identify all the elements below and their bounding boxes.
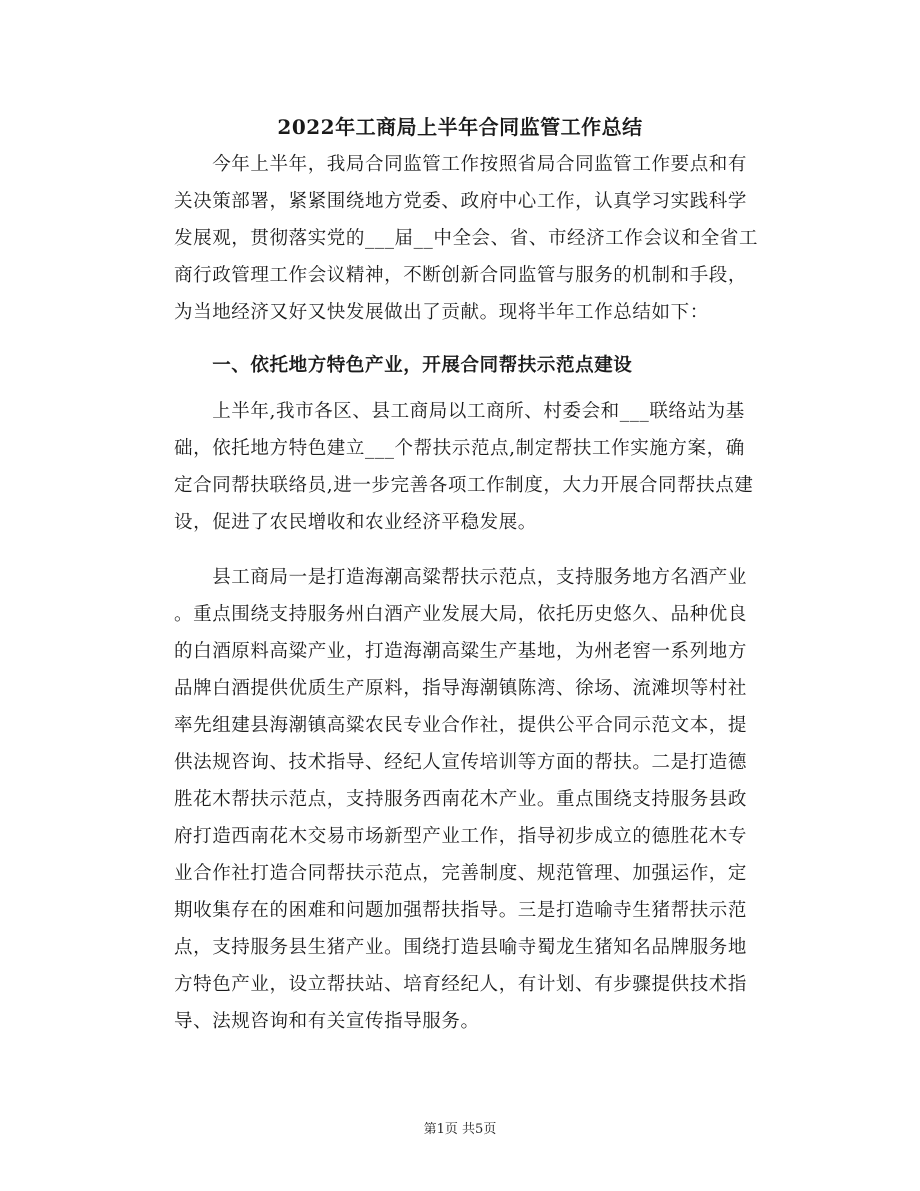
page-number-footer: 第1页 共5页 bbox=[423, 1122, 497, 1137]
text-line: 业合作社打造合同帮扶示范点，完善制度、规范管理、加强运作，定 bbox=[174, 863, 748, 884]
text-line: 导、法规咨询和有关宣传指导服务。 bbox=[174, 1011, 480, 1032]
text-line: 发展观，贯彻落实党的___届__中全会、省、市经济工作会议和全省工 bbox=[174, 228, 759, 249]
intro-paragraph bbox=[174, 146, 768, 331]
text-line: 。重点围绕支持服务州白酒产业发展大局，依托历史悠久、品种优良 bbox=[174, 604, 748, 625]
text-line: 县工商局一是打造海潮高粱帮扶示范点，支持服务地方名酒产业 bbox=[174, 567, 748, 588]
paragraph-1 bbox=[174, 393, 768, 541]
section-heading: 一、依托地方特色产业，开展合同帮扶示范点建设 bbox=[174, 355, 633, 376]
text-line: 今年上半年，我局合同监管工作按照省局合同监管工作要点和有 bbox=[174, 154, 748, 175]
text-line: 方特色产业，设立帮扶站、培育经纪人，有计划、有步骤提供技术指 bbox=[174, 974, 748, 995]
text-line: 础，依托地方特色建立___个帮扶示范点,制定帮扶工作实施方案，确 bbox=[174, 438, 745, 459]
text-line: 率先组建县海潮镇高粱农民专业合作社，提供公平合同示范文本，提 bbox=[174, 715, 748, 736]
text-line: 定合同帮扶联络员,进一步完善各项工作制度，大力开展合同帮扶点建 bbox=[174, 475, 754, 496]
text-line: 胜花木帮扶示范点，支持服务西南花木产业。重点围绕支持服务县政 bbox=[174, 789, 748, 810]
text-line: 点，支持服务县生猪产业。围绕打造县喻寺蜀龙生猪知名品牌服务地 bbox=[174, 937, 748, 958]
text-line: 的白酒原料高粱产业，打造海潮高粱生产基地，为州老窖一系列地方 bbox=[174, 641, 748, 662]
text-line: 商行政管理工作会议精神，不断创新合同监管与服务的机制和手段， bbox=[174, 265, 748, 286]
text-line: 府打造西南花木交易市场新型产业工作，指导初步成立的德胜花木专 bbox=[174, 826, 748, 847]
text-line: 上半年,我市各区、县工商局以工商所、村委会和___联络站为基 bbox=[174, 401, 745, 422]
text-line: 供法规咨询、技术指导、经纪人宣传培训等方面的帮扶。二是打造德 bbox=[174, 752, 748, 773]
text-line: 设，促进了农民增收和农业经济平稳发展。 bbox=[174, 512, 537, 533]
text-line: 品牌白酒提供优质生产原料，指导海潮镇陈湾、徐场、流滩坝等村社 bbox=[174, 678, 748, 699]
paragraph-2 bbox=[174, 559, 768, 1040]
document-title: 2022年工商局上半年合同监管工作总结 bbox=[277, 115, 643, 139]
text-line: 期收集存在的困难和问题加强帮扶指导。三是打造喻寺生猪帮扶示范 bbox=[174, 900, 748, 921]
text-line: 关决策部署，紧紧围绕地方党委、政府中心工作，认真学习实践科学 bbox=[174, 191, 748, 212]
text-line: 为当地经济又好又快发展做出了贡献。现将半年工作总结如下： bbox=[174, 302, 709, 323]
